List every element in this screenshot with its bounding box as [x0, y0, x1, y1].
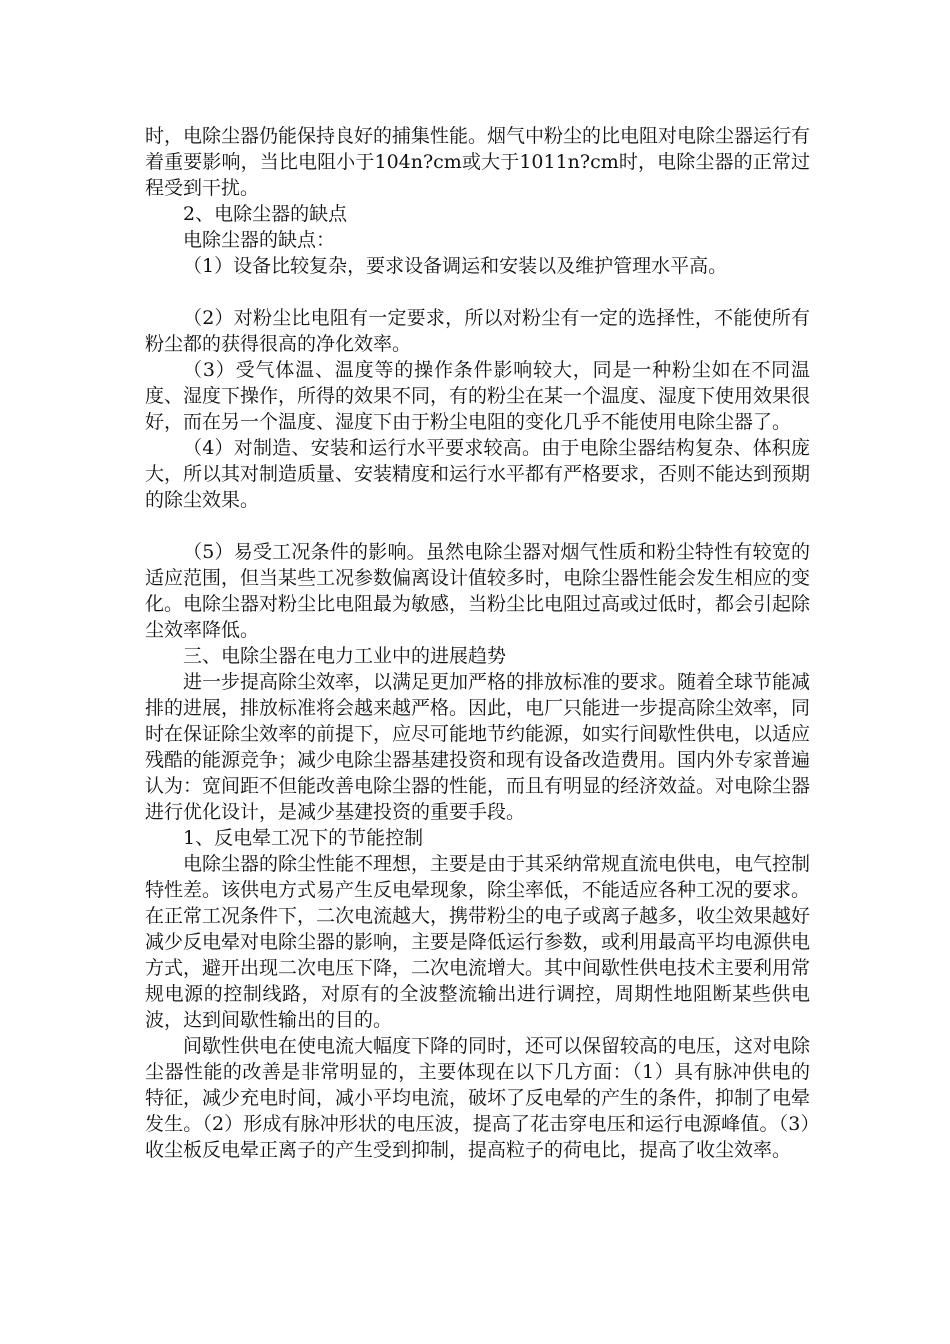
paragraph-energy-control: 电除尘器的除尘性能不理想，主要是由于其采纳常规直流电供电，电气控制特性差。该供电方式易产生反电晕现象，除尘率低，不能适应各种工况的要求。在正常工况条件下，二次电流越大，携带粉尘的电子或离子越多，收尘效果越好减少反电晕对电除尘器的影响，主要是降低运行参数，或利用最高平均电源供电方式，避开出现二次电压下降，二次电流增大。其中间歇性供电技术主要利用常规电源的控制线路，对原有的全波整流输出进行调控，周期性地阻断某些供电波，达到间歇性输出的目的。	[145, 853, 811, 1031]
section-heading-disadvantages: 2、电除尘器的缺点	[183, 203, 348, 225]
paragraph-continuation: 时，电除尘器仍能保持良好的捕集性能。烟气中粉尘的比电阻对电除尘器运行有着重要影响，当比电阻小于104n?cm或大于1011n?cm时，电除尘器的正常过程受到干扰。	[145, 125, 811, 199]
paragraph-disadvantages-intro: 电除尘器的缺点：	[183, 229, 336, 251]
section-heading-energy-control: 1、反电晕工况下的节能控制	[183, 827, 424, 849]
list-item-5: （5）易受工况条件的影响。虽然电除尘器对烟气性质和粉尘特性有较宽的适应范围，但当某些工况参数偏离设计值较多时，电除尘器性能会发生相应的变化。电除尘器对粉尘比电阻最为敏感，当粉尘比电阻过高或过低时，都会引起除尘效率降低。	[145, 541, 811, 641]
list-item-1: （1）设备比较复杂，要求设备调运和安装以及维护管理水平高。	[183, 255, 728, 277]
list-item-3: （3）受气体温、温度等的操作条件影响较大，同是一种粉尘如在不同温度、湿度下操作，所得的效果不同，有的粉尘在某一个温度、湿度下使用效果很好，而在另一个温度、湿度下由于粉尘电阻的变化几乎不能使用电除尘器了。	[145, 359, 811, 433]
list-item-2: （2）对粉尘比电阻有一定要求，所以对粉尘有一定的选择性，不能使所有粉尘都的获得很高的净化效率。	[145, 307, 810, 355]
list-item-4: （4）对制造、安装和运行水平要求较高。由于电除尘器结构复杂、体积庞大，所以其对制造质量、安装精度和运行水平都有严格要求，否则不能达到预期的除尘效果。	[145, 437, 811, 511]
document-body	[145, 123, 810, 1163]
section-heading-trends: 三、电除尘器在电力工业中的进展趋势	[183, 645, 507, 667]
paragraph-trends: 进一步提高除尘效率，以满足更加严格的排放标准的要求。随着全球节能减排的进展，排放标准将会越来越严格。因此，电厂只能进一步提高除尘效率，同时在保证除尘效率的前提下，应尽可能地节约能源，如实行间歇性供电，以适应残酷的能源竞争；减少电除尘器基建投资和现有设备改造费用。国内外专家普遍认为：宽间距不但能改善电除尘器的性能，而且有明显的经济效益。对电除尘器进行优化设计，是减少基建投资的重要手段。	[145, 671, 811, 823]
spacer	[145, 513, 810, 539]
paragraph-intermittent-supply: 间歇性供电在使电流大幅度下降的同时，还可以保留较高的电压，这对电除尘器性能的改善是非常明显的，主要体现在以下几方面：（1）具有脉冲供电的特征，减少充电时间，减小平均电流，破坏了反电晕的产生的条件，抑制了电晕发生。（2）形成有脉冲形状的电压波，提高了花击穿电压和运行电源峰值。（3）收尘板反电晕正离子的产生受到抑制，提高粒子的荷电比，提高了收尘效率。	[145, 1035, 811, 1161]
spacer	[145, 279, 810, 305]
